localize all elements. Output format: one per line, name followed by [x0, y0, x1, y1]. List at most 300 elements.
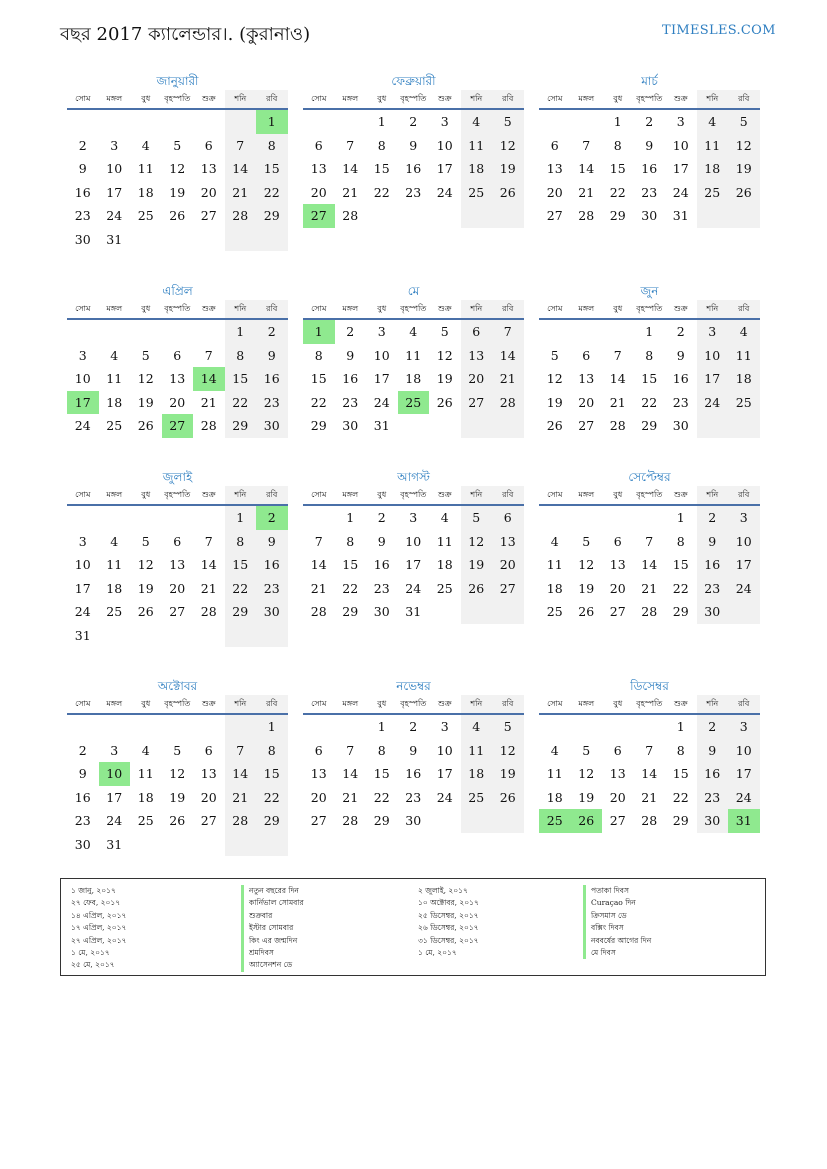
- day-cell: 7: [204, 533, 213, 549]
- day-cell: 1: [256, 715, 288, 739]
- day-cell: 23: [672, 394, 689, 410]
- day-cell: 19: [728, 157, 760, 181]
- day-cell: 9: [645, 137, 654, 153]
- day-cell: 26: [137, 604, 154, 619]
- weekday-label: শুক্র: [673, 304, 688, 313]
- empty-cell: [429, 809, 461, 833]
- empty-cell: [602, 320, 634, 344]
- day-cell: 22: [373, 184, 390, 200]
- day-cell: 7: [582, 137, 591, 153]
- day-cell: 18: [137, 789, 154, 805]
- day-cell: 12: [169, 766, 186, 781]
- day-cell: 24: [697, 391, 729, 415]
- legend-item: ১ জানু, ২০১৭: [71, 886, 116, 895]
- empty-cell: [256, 833, 288, 857]
- weekday-label: শুক্র: [437, 94, 452, 103]
- empty-cell: [130, 110, 162, 134]
- day-cell: 22: [225, 577, 257, 601]
- day-cell: 3: [728, 715, 760, 739]
- day-grid: [303, 110, 524, 228]
- weekday-label: বুধ: [141, 699, 151, 708]
- empty-cell: [225, 110, 257, 134]
- day-cell: 21: [641, 789, 658, 805]
- day-cell: 20: [461, 367, 493, 391]
- day-cell: 1: [676, 719, 685, 734]
- day-cell: 27: [461, 391, 493, 415]
- day-cell: 20: [310, 789, 327, 805]
- legend-item: ২৭ ফেব, ২০১৭: [71, 898, 121, 908]
- day-cell: 26: [169, 813, 186, 828]
- legend-item: ২৬ ডিসেম্বর, ২০১৭: [418, 923, 479, 933]
- day-cell: 18: [697, 157, 729, 181]
- day-cell: 14: [225, 157, 257, 181]
- day-cell: 2: [256, 506, 288, 530]
- weekday-header: [303, 90, 524, 110]
- empty-cell: [539, 715, 571, 739]
- month-block: [539, 72, 760, 228]
- empty-cell: [130, 833, 162, 857]
- day-cell: 5: [173, 742, 182, 758]
- month-block: [539, 677, 760, 833]
- day-cell: 26: [578, 604, 595, 619]
- day-cell: 15: [310, 371, 327, 386]
- empty-cell: [697, 414, 729, 438]
- day-cell: 15: [225, 553, 257, 577]
- day-cell: 21: [225, 181, 257, 205]
- day-cell: 9: [676, 347, 685, 363]
- empty-cell: [492, 204, 524, 228]
- day-cell: 19: [436, 371, 453, 386]
- legend-item: ১৪ এপ্রিল, ২০১৭: [71, 910, 127, 920]
- empty-cell: [67, 506, 99, 530]
- legend-item: ১০ অক্টোবর, ২০১৭: [418, 898, 479, 908]
- day-cell: 17: [74, 580, 91, 596]
- weekday-label: সোম: [547, 304, 563, 313]
- day-cell: 21: [342, 789, 359, 805]
- empty-cell: [539, 110, 571, 134]
- day-cell: 12: [546, 371, 563, 386]
- weekday-label: সোম: [75, 699, 91, 708]
- weekday-header: [67, 486, 288, 506]
- day-cell: 12: [137, 371, 154, 386]
- weekday-header: [303, 695, 524, 715]
- day-cell: 8: [377, 137, 386, 153]
- day-cell: 28: [492, 391, 524, 415]
- weekday-header: [67, 90, 288, 110]
- day-cell: 13: [310, 766, 327, 781]
- legend-item: কার্নিভাল সোমবার: [241, 897, 304, 909]
- empty-cell: [303, 715, 335, 739]
- day-cell: 13: [200, 766, 217, 781]
- day-cell: 12: [728, 134, 760, 158]
- legend-item: ২৫ মে, ২০১৭: [71, 960, 115, 970]
- day-cell: 8: [256, 739, 288, 763]
- day-cell: 30: [697, 600, 729, 624]
- day-cell: 25: [106, 418, 123, 433]
- empty-cell: [193, 320, 225, 344]
- weekday-label: সোম: [547, 699, 563, 708]
- day-cell: 2: [346, 324, 355, 339]
- day-cell: 19: [169, 789, 186, 805]
- day-grid: [303, 715, 524, 833]
- day-cell: 1: [346, 510, 355, 525]
- day-cell: 10: [106, 161, 123, 176]
- day-cell: 1: [256, 110, 288, 134]
- day-cell: 10: [74, 371, 91, 386]
- day-cell: 20: [169, 394, 186, 410]
- day-cell: 18: [106, 580, 123, 596]
- empty-cell: [99, 110, 131, 134]
- empty-cell: [303, 506, 335, 530]
- day-cell: 19: [137, 394, 154, 410]
- legend-item: পতাকা দিবস: [583, 885, 651, 897]
- day-cell: 4: [440, 510, 449, 525]
- day-cell: 29: [672, 604, 689, 619]
- weekday-label: বৃহস্পতি: [400, 699, 427, 708]
- day-cell: 25: [461, 786, 493, 810]
- day-cell: 11: [461, 739, 493, 763]
- day-cell: 7: [346, 742, 355, 758]
- month-name: জুন: [640, 284, 659, 298]
- day-cell: 2: [256, 320, 288, 344]
- day-cell: 19: [578, 789, 595, 805]
- day-cell: 28: [200, 418, 217, 433]
- weekday-header: [539, 90, 760, 110]
- day-cell: 27: [310, 813, 327, 828]
- day-cell: 12: [461, 530, 493, 554]
- day-cell: 13: [609, 557, 626, 572]
- day-cell: 8: [314, 347, 323, 363]
- legend-names-right: [583, 885, 651, 959]
- day-cell: 11: [436, 533, 453, 549]
- day-cell: 20: [200, 789, 217, 805]
- day-cell: 27: [492, 577, 524, 601]
- day-cell: 29: [641, 418, 658, 433]
- day-cell: 28: [225, 809, 257, 833]
- day-cell: 2: [409, 719, 418, 734]
- weekday-label: বুধ: [141, 94, 151, 103]
- day-cell: 7: [613, 347, 622, 363]
- month-block: [303, 677, 524, 833]
- weekday-label: সোম: [311, 699, 327, 708]
- day-cell: 3: [377, 324, 386, 339]
- empty-cell: [335, 110, 367, 134]
- weekday-label: শুক্র: [201, 490, 216, 499]
- day-cell: 10: [728, 739, 760, 763]
- day-cell: 19: [461, 553, 493, 577]
- day-cell: 24: [436, 184, 453, 200]
- weekday-label: মঙ্গল: [578, 94, 595, 103]
- weekday-label: সোম: [75, 490, 91, 499]
- day-cell: 21: [310, 580, 327, 596]
- day-cell: 1: [225, 320, 257, 344]
- day-cell: 23: [74, 813, 91, 828]
- empty-cell: [162, 833, 194, 857]
- day-cell: 22: [672, 789, 689, 805]
- day-cell: 4: [110, 347, 119, 363]
- day-cell: 2: [377, 510, 386, 525]
- day-cell: 11: [546, 557, 563, 572]
- month-name: ডিসেম্বর: [630, 679, 669, 693]
- weekday-label: রবি: [728, 90, 760, 108]
- weekday-label: শুক্র: [201, 699, 216, 708]
- legend-item: নতুন বছরের দিন: [241, 885, 304, 897]
- day-cell: 3: [676, 114, 685, 129]
- day-cell: 11: [106, 557, 123, 572]
- month-block: [539, 468, 760, 624]
- day-cell: 20: [578, 394, 595, 410]
- legend-dates-right: [418, 885, 479, 959]
- day-cell: 24: [436, 789, 453, 805]
- day-cell: 29: [609, 208, 626, 223]
- day-cell: 6: [314, 137, 323, 153]
- empty-cell: [130, 320, 162, 344]
- day-cell: 5: [582, 742, 591, 758]
- weekday-label: বুধ: [377, 304, 387, 313]
- day-cell: 25: [106, 604, 123, 619]
- empty-cell: [67, 320, 99, 344]
- day-cell: 4: [141, 137, 150, 153]
- day-cell: 29: [225, 414, 257, 438]
- day-cell: 31: [106, 836, 123, 852]
- day-cell: 17: [106, 184, 123, 200]
- day-cell: 14: [193, 367, 225, 391]
- day-cell: 9: [78, 766, 87, 781]
- day-cell: 13: [310, 161, 327, 176]
- day-cell: 2: [645, 114, 654, 129]
- day-cell: 6: [492, 506, 524, 530]
- day-cell: 13: [169, 557, 186, 572]
- day-cell: 19: [169, 184, 186, 200]
- day-cell: 4: [461, 110, 493, 134]
- day-cell: 27: [200, 813, 217, 828]
- day-cell: 23: [405, 184, 422, 200]
- day-cell: 20: [169, 580, 186, 596]
- weekday-label: মঙ্গল: [106, 94, 123, 103]
- day-cell: 20: [609, 789, 626, 805]
- day-cell: 26: [728, 181, 760, 205]
- day-cell: 28: [342, 813, 359, 828]
- weekday-label: বৃহস্পতি: [164, 490, 191, 499]
- day-cell: 20: [546, 184, 563, 200]
- weekday-label: বুধ: [613, 94, 623, 103]
- day-cell: 17: [436, 161, 453, 176]
- day-cell: 6: [314, 742, 323, 758]
- weekday-label: বৃহস্পতি: [400, 490, 427, 499]
- empty-cell: [429, 600, 461, 624]
- weekday-label: বৃহস্পতি: [636, 94, 663, 103]
- empty-cell: [225, 715, 257, 739]
- day-cell: 28: [225, 204, 257, 228]
- day-cell: 2: [697, 715, 729, 739]
- empty-cell: [162, 110, 194, 134]
- day-cell: 9: [409, 137, 418, 153]
- day-cell: 15: [672, 557, 689, 572]
- day-cell: 30: [405, 813, 422, 828]
- day-cell: 22: [373, 789, 390, 805]
- day-grid: [303, 320, 524, 438]
- day-cell: 11: [461, 134, 493, 158]
- day-cell: 11: [728, 344, 760, 368]
- empty-cell: [67, 110, 99, 134]
- day-cell: 19: [137, 580, 154, 596]
- day-cell: 27: [162, 414, 194, 438]
- weekday-label: শনি: [225, 300, 257, 318]
- month-name: জুলাই: [162, 470, 193, 484]
- day-cell: 27: [169, 604, 186, 619]
- month-name: নভেম্বর: [396, 679, 431, 693]
- day-cell: 28: [609, 418, 626, 433]
- day-cell: 19: [546, 394, 563, 410]
- legend-dates-left: [71, 885, 126, 972]
- day-cell: 1: [377, 719, 386, 734]
- day-cell: 2: [409, 114, 418, 129]
- day-cell: 6: [461, 320, 493, 344]
- day-cell: 14: [609, 371, 626, 386]
- day-cell: 3: [728, 506, 760, 530]
- day-cell: 17: [106, 789, 123, 805]
- empty-cell: [162, 506, 194, 530]
- weekday-header: [303, 300, 524, 320]
- month-block: [303, 468, 524, 624]
- weekday-label: মঙ্গল: [578, 699, 595, 708]
- day-cell: 16: [641, 161, 658, 176]
- day-cell: 4: [409, 324, 418, 339]
- day-cell: 9: [409, 742, 418, 758]
- day-cell: 5: [461, 506, 493, 530]
- day-cell: 30: [641, 208, 658, 223]
- day-cell: 13: [200, 161, 217, 176]
- weekday-header: [539, 695, 760, 715]
- month-block: [539, 282, 760, 438]
- weekday-label: শনি: [461, 300, 493, 318]
- weekday-label: শনি: [461, 90, 493, 108]
- empty-cell: [602, 506, 634, 530]
- day-cell: 28: [641, 813, 658, 828]
- day-cell: 15: [225, 367, 257, 391]
- day-cell: 9: [697, 530, 729, 554]
- day-cell: 5: [492, 110, 524, 134]
- empty-cell: [539, 320, 571, 344]
- day-cell: 1: [225, 506, 257, 530]
- day-cell: 28: [578, 208, 595, 223]
- day-cell: 6: [613, 533, 622, 549]
- day-cell: 26: [571, 809, 603, 833]
- day-cell: 8: [676, 742, 685, 758]
- day-grid: [67, 506, 288, 647]
- weekday-label: শুক্র: [437, 699, 452, 708]
- day-cell: 23: [405, 789, 422, 805]
- month-name: অক্টোবর: [157, 679, 198, 693]
- day-cell: 23: [697, 577, 729, 601]
- empty-cell: [571, 110, 603, 134]
- day-cell: 9: [78, 161, 87, 176]
- day-cell: 21: [609, 394, 626, 410]
- day-cell: 8: [377, 742, 386, 758]
- weekday-label: শুক্র: [673, 699, 688, 708]
- empty-cell: [728, 600, 760, 624]
- weekday-label: রবি: [256, 695, 288, 713]
- day-cell: 27: [303, 204, 335, 228]
- day-cell: 14: [578, 161, 595, 176]
- day-cell: 7: [492, 320, 524, 344]
- day-cell: 18: [405, 371, 422, 386]
- day-cell: 7: [225, 739, 257, 763]
- day-cell: 22: [225, 391, 257, 415]
- month-block: [67, 468, 288, 647]
- day-cell: 12: [436, 347, 453, 363]
- empty-cell: [193, 833, 225, 857]
- day-cell: 10: [373, 347, 390, 363]
- day-cell: 3: [78, 533, 87, 549]
- day-cell: 24: [106, 813, 123, 828]
- day-cell: 2: [697, 506, 729, 530]
- day-cell: 8: [676, 533, 685, 549]
- weekday-header: [67, 300, 288, 320]
- empty-cell: [429, 414, 461, 438]
- day-cell: 26: [169, 208, 186, 223]
- weekday-label: মঙ্গল: [342, 94, 359, 103]
- day-cell: 4: [461, 715, 493, 739]
- empty-cell: [162, 320, 194, 344]
- empty-cell: [461, 414, 493, 438]
- day-cell: 19: [492, 762, 524, 786]
- weekday-label: সোম: [75, 304, 91, 313]
- day-cell: 1: [303, 320, 335, 344]
- day-cell: 15: [373, 161, 390, 176]
- empty-cell: [225, 228, 257, 252]
- day-cell: 18: [137, 184, 154, 200]
- day-cell: 18: [106, 394, 123, 410]
- empty-cell: [256, 624, 288, 648]
- day-grid: [303, 506, 524, 624]
- day-cell: 16: [697, 762, 729, 786]
- day-cell: 12: [137, 557, 154, 572]
- day-cell: 5: [550, 347, 559, 363]
- day-cell: 8: [645, 347, 654, 363]
- day-cell: 18: [546, 580, 563, 596]
- day-cell: 5: [492, 715, 524, 739]
- weekday-label: শুক্র: [201, 304, 216, 313]
- day-cell: 8: [613, 137, 622, 153]
- empty-cell: [571, 715, 603, 739]
- day-cell: 5: [728, 110, 760, 134]
- day-cell: 25: [436, 580, 453, 596]
- day-cell: 4: [141, 742, 150, 758]
- weekday-label: শুক্র: [437, 304, 452, 313]
- brand-link[interactable]: TIMESLES.COM: [662, 23, 776, 38]
- day-cell: 9: [377, 533, 386, 549]
- day-cell: 4: [728, 320, 760, 344]
- day-cell: 25: [539, 809, 571, 833]
- day-cell: 21: [641, 580, 658, 596]
- day-cell: 11: [137, 161, 154, 176]
- day-cell: 12: [492, 739, 524, 763]
- day-cell: 9: [256, 344, 288, 368]
- weekday-label: রবি: [256, 300, 288, 318]
- month-block: [67, 72, 288, 251]
- month-block: [67, 677, 288, 856]
- day-cell: 29: [373, 813, 390, 828]
- month-name: ফেব্রুয়ারী: [391, 74, 436, 88]
- month-name: আগস্ট: [397, 470, 430, 484]
- day-grid: [67, 110, 288, 251]
- day-cell: 10: [436, 742, 453, 758]
- weekday-label: রবি: [256, 90, 288, 108]
- weekday-label: শনি: [225, 486, 257, 504]
- legend-item: শুক্রবার: [241, 910, 304, 922]
- day-cell: 16: [74, 184, 91, 200]
